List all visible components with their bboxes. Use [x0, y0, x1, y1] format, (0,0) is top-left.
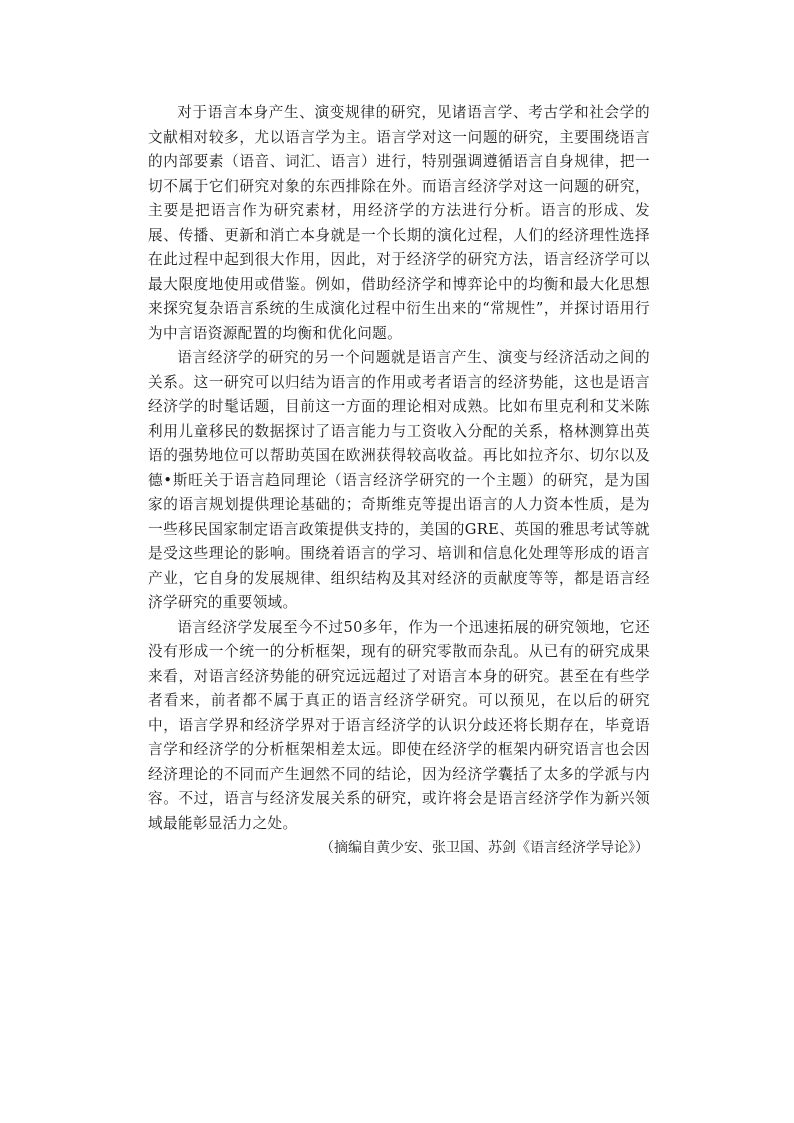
- source-citation: （摘编自黄少安、张卫国、苏剑《语言经济学导论》）: [320, 840, 649, 856]
- paragraph-2: 语言经济学的研究的另一个问题就是语言产生、演变与经济活动之间的关系。这一研究可以归结为语言的作用或考者语言的经济势能，这也是语言经济学的时髦话题，目前这一方面的理论相对成熟。比如布里克利和艾米陈利用儿童移民的数据探讨了语言能力与工资收入分配的关系，格林测算出英语的强势地位可以帮助英国在欧洲获得较高收益。再比如拉齐尔、切尔以及德•斯旺关于语言趋同理论（语言经济学研究的一个主题）的研究，是为国家的语言规划提供理论基础的；奇斯维克等提出语言的人力资本性质，是为一些移民国家制定语言政策提供支持的，美国的GRE、英国的雅思考试等就是受这些理论的影响。围绕着语言的学习、培训和信息化处理等形成的语言产业，它自身的发展规律、组织结构及其对经济的贡献度等等，都是语言经济学研究的重要领域。: [148, 349, 650, 611]
- paragraph-1: 对于语言本身产生、演变规律的研究，见诸语言学、考古学和社会学的文献相对较多，尤以语言学为主。语言学对这一问题的研究，主要围绕语言的内部要素（语音、词汇、语言）进行，特别强调遵循语言自身规律，把一切不属于它们研究对象的东西排除在外。而语言经济学对这一问题的研究，主要是把语言作为研究素材，用经济学的方法进行分析。语言的形成、发展、传播、更新和消亡本身就是一个长期的演化过程，人们的经济理性选择在此过程中起到很大作用，因此，对于经济学的研究方法，语言经济学可以最大限度地使用或借鉴。例如，借助经济学和博弈论中的均衡和最大化思想来探究复杂语言系统的生成演化过程中衍生出来的“常规性”，并探讨语用行为中言语资源配置的均衡和优化问题。: [148, 104, 650, 342]
- paragraph-3: 语言经济学发展至今不过50多年，作为一个迅速拓展的研究领地，它还没有形成一个统一的分析框架，现有的研究零散而杂乱。从已有的研究成果来看，对语言经济势能的研究远远超过了对语言本身的研究。甚至在有些学者看来，前者都不属于真正的语言经济学研究。可以预见，在以后的研究中，语言学界和经济学界对于语言经济学的认识分歧还将长期存在，毕竟语言学和经济学的分析框架相差太远。即使在经济学的框架内研究语言也会因经济理论的不同而产生迥然不同的结论，因为经济学囊括了太多的学派与内容。不过，语言与经济发展关系的研究，或许将会是语言经济学作为新兴领域最能彰显活力之处。: [148, 618, 650, 832]
- article-body: [148, 101, 650, 861]
